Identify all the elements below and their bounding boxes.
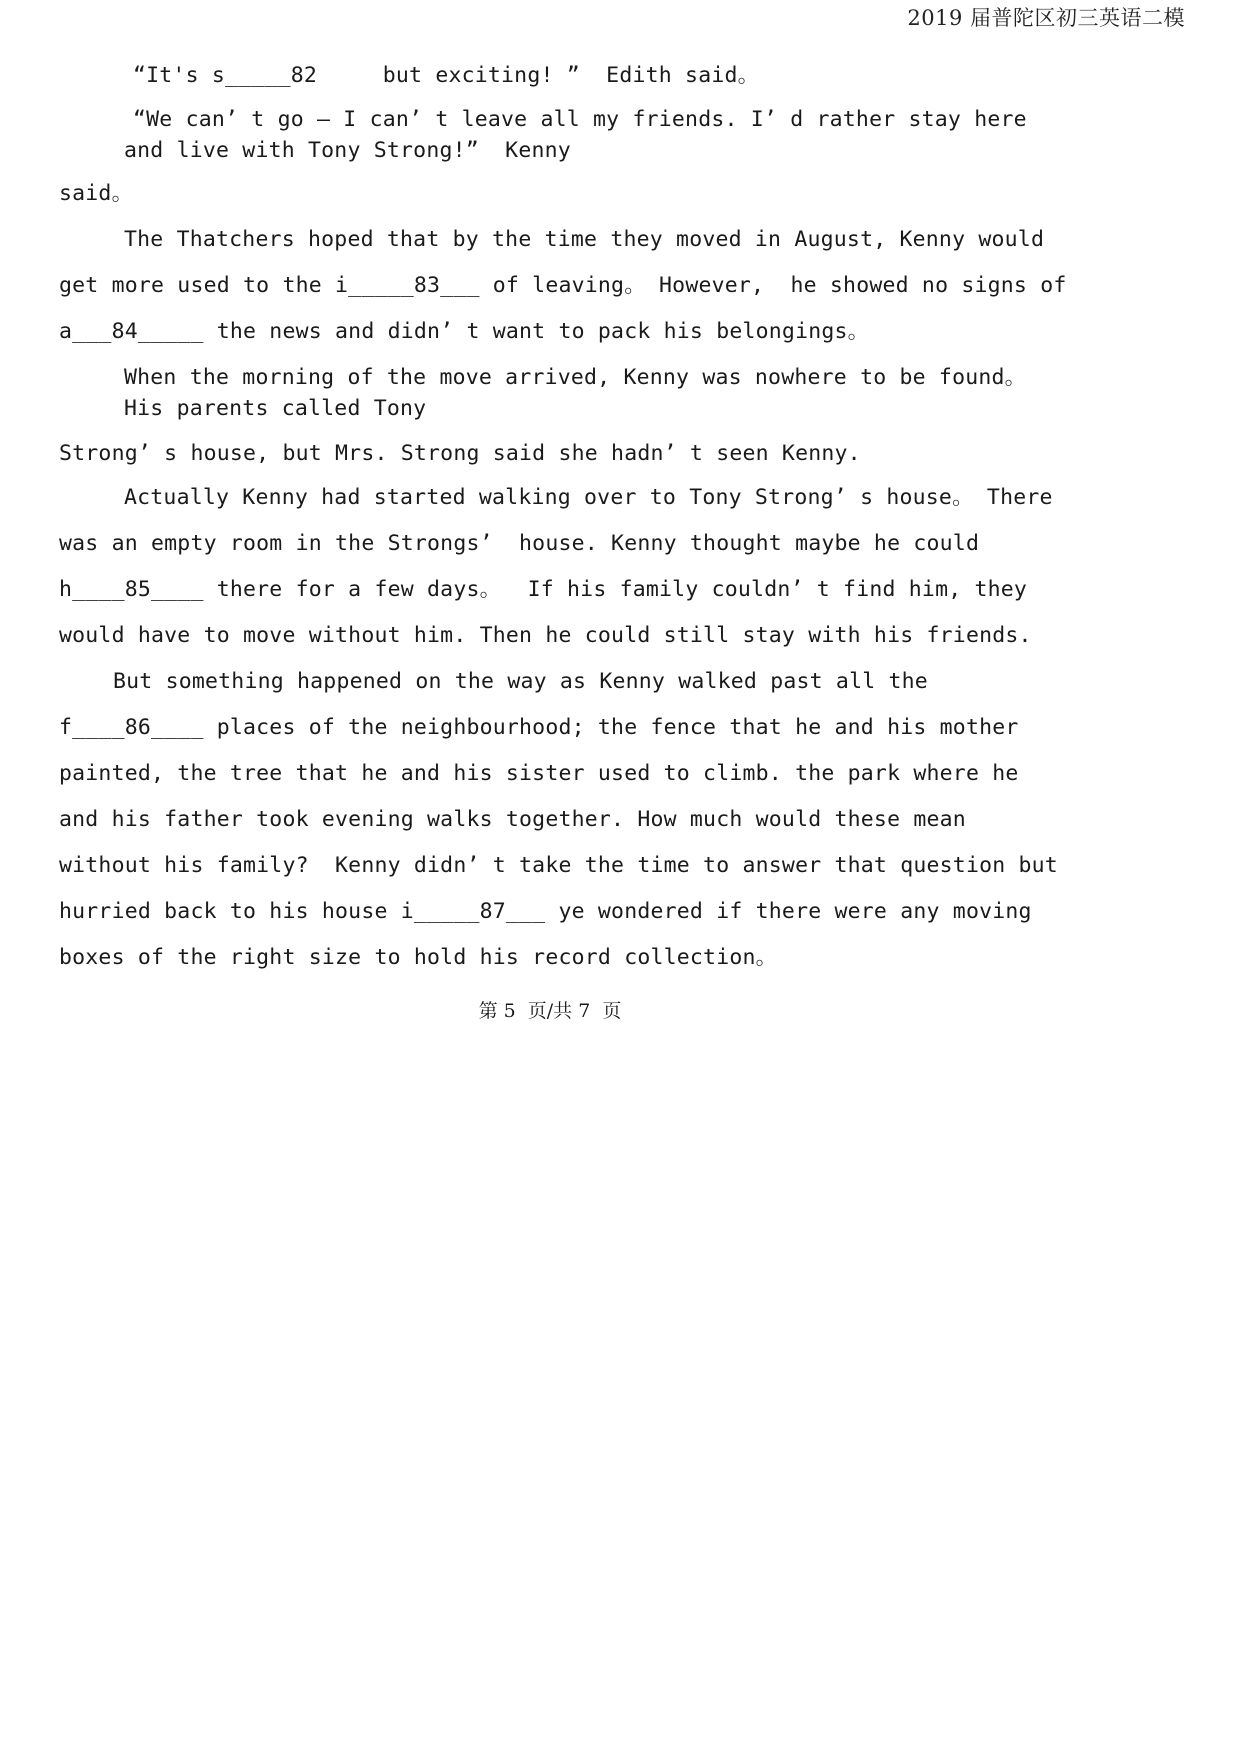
passage-line: would have to move without him. Then he could still stay with his friends. bbox=[59, 623, 1032, 648]
passage-line: get more used to the i_____83___ of leaving。 However, he showed no signs of bbox=[59, 273, 1067, 298]
passage-line: was an empty room in the Strongs’ house. Kenny thought maybe he could bbox=[59, 531, 980, 556]
passage-line: said。 bbox=[59, 181, 134, 206]
passage-line: and live with Tony Strong!” Kenny bbox=[124, 138, 571, 163]
passage-line: His parents called Tony bbox=[124, 396, 427, 421]
passage-line: Strong’ s house, but Mrs. Strong said she hadn’ t seen Kenny. bbox=[59, 441, 861, 466]
passage-line: boxes of the right size to hold his record collection。 bbox=[59, 945, 778, 970]
passage-line: When the morning of the move arrived, Kenny was nowhere to be found。 bbox=[124, 365, 1027, 390]
passage-line: h____85____ there for a few days。 If his family couldn’ t find him, they bbox=[59, 577, 1028, 602]
passage-line: and his father took evening walks together. How much would these mean bbox=[59, 807, 966, 832]
passage-line: But something happened on the way as Kenny walked past all the bbox=[113, 669, 928, 694]
passage-line: The Thatchers hoped that by the time they moved in August, Kenny would bbox=[124, 227, 1045, 252]
passage-line: a___84_____ the news and didn’ t want to pack his belongings。 bbox=[59, 319, 870, 344]
document-header: 2019 届普陀区初三英语二模 bbox=[907, 6, 1185, 30]
passage-line: “It's s_____82 but exciting! ” Edith said。 bbox=[133, 63, 760, 88]
passage-line: Actually Kenny had started walking over to Tony Strong’ s house。 There bbox=[124, 485, 1053, 510]
page-number: 第 5 页/共 7 页 bbox=[478, 1000, 622, 1022]
passage-line: “We can’ t go – I can’ t leave all my friends. I’ d rather stay here bbox=[133, 107, 1027, 132]
passage-line: without his family? Kenny didn’ t take the time to answer that question but bbox=[59, 853, 1058, 878]
passage-line: painted, the tree that he and his sister used to climb. the park where he bbox=[59, 761, 1019, 786]
passage-line: hurried back to his house i_____87___ ye wondered if there were any moving bbox=[59, 899, 1032, 924]
passage-line: f____86____ places of the neighbourhood; the fence that he and his mother bbox=[59, 715, 1019, 740]
